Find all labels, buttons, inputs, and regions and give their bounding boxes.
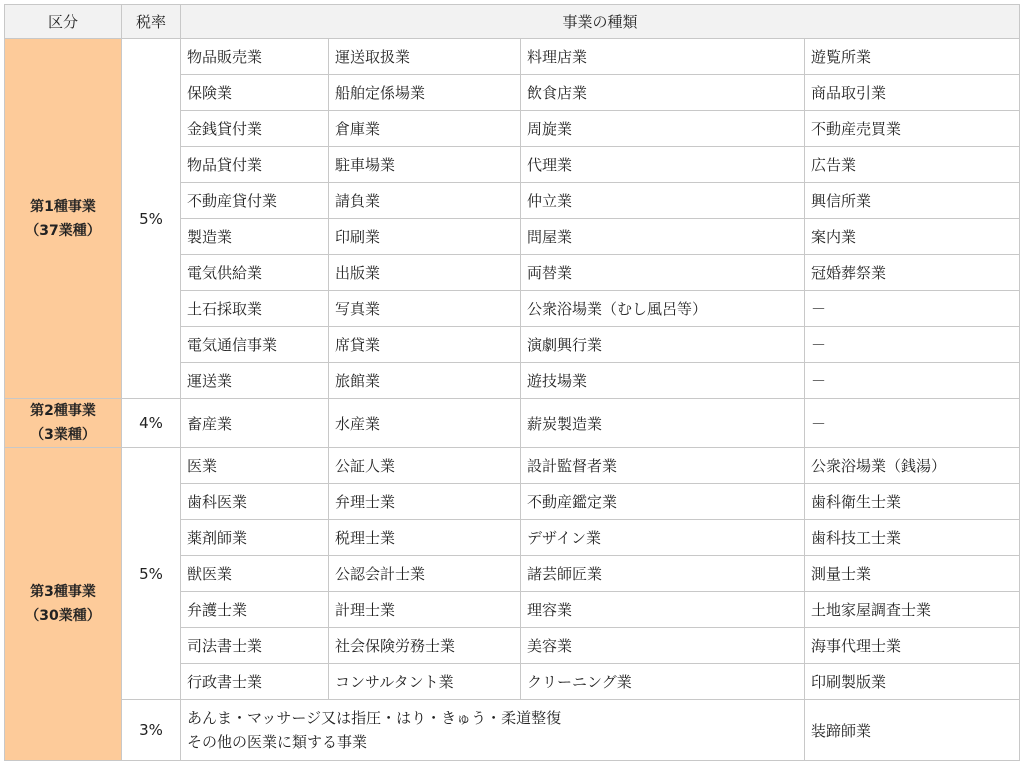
table-row <box>5 399 1020 448</box>
table-cell: 旅館業 <box>329 363 521 399</box>
table-cell: 海事代理士業 <box>805 628 1020 664</box>
category-cell <box>5 448 122 761</box>
header-business-types: 事業の種類 <box>181 5 1020 39</box>
table-cell: 印刷製版業 <box>805 664 1020 700</box>
table-row <box>5 700 1020 761</box>
table-cell: 演劇興行業 <box>521 327 805 363</box>
header-category: 区分 <box>5 5 122 39</box>
table-cell: 料理店業 <box>521 39 805 75</box>
table-cell: 運送業 <box>181 363 329 399</box>
table-cell: 諸芸師匠業 <box>521 556 805 592</box>
table-cell: 代理業 <box>521 147 805 183</box>
table-cell: － <box>805 291 1020 327</box>
table-cell: 公認会計士業 <box>329 556 521 592</box>
table-cell: 獣医業 <box>181 556 329 592</box>
group-2 <box>5 399 1020 448</box>
table-row <box>5 448 1020 484</box>
table-cell: 物品貸付業 <box>181 147 329 183</box>
table-cell: － <box>805 363 1020 399</box>
table-cell: 製造業 <box>181 219 329 255</box>
table-cell: 金銭貸付業 <box>181 111 329 147</box>
category-count: （3業種） <box>30 427 96 443</box>
table-cell: 仲立業 <box>521 183 805 219</box>
table-cell: 写真業 <box>329 291 521 327</box>
table-cell: 歯科技工士業 <box>805 520 1020 556</box>
table-cell: 土地家屋調査士業 <box>805 592 1020 628</box>
table-header-row <box>5 5 1020 39</box>
table-cell: 土石採取業 <box>181 291 329 327</box>
table-cell: 請負業 <box>329 183 521 219</box>
table-cell: 医業 <box>181 448 329 484</box>
table-cell: デザイン業 <box>521 520 805 556</box>
table-cell: 電気通信事業 <box>181 327 329 363</box>
table-cell: 薬剤師業 <box>181 520 329 556</box>
category-name: 第3種事業 <box>30 584 96 600</box>
category-cell <box>5 399 122 448</box>
table-cell: 船舶定係場業 <box>329 75 521 111</box>
table-cell: 公証人業 <box>329 448 521 484</box>
table-cell: 不動産鑑定業 <box>521 484 805 520</box>
group-3 <box>5 448 1020 761</box>
table-cell: 商品取引業 <box>805 75 1020 111</box>
table-cell: － <box>805 399 1020 448</box>
table-cell: 税理士業 <box>329 520 521 556</box>
table-cell: 社会保険労務士業 <box>329 628 521 664</box>
table-cell: 物品販売業 <box>181 39 329 75</box>
table-cell: 測量士業 <box>805 556 1020 592</box>
table-cell: 畜産業 <box>181 399 329 448</box>
table-cell: 弁護士業 <box>181 592 329 628</box>
rate-cell: 5% <box>122 448 181 700</box>
table-cell: 歯科衛生士業 <box>805 484 1020 520</box>
table-cell: 公衆浴場業（銭湯） <box>805 448 1020 484</box>
table-cell: 行政書士業 <box>181 664 329 700</box>
category-name: 第2種事業 <box>30 403 96 419</box>
table-cell: 広告業 <box>805 147 1020 183</box>
table-cell: 司法書士業 <box>181 628 329 664</box>
table-cell: クリーニング業 <box>521 664 805 700</box>
table-cell: 不動産貸付業 <box>181 183 329 219</box>
table-cell: 弁理士業 <box>329 484 521 520</box>
table-cell: 不動産売買業 <box>805 111 1020 147</box>
table-cell: 飲食店業 <box>521 75 805 111</box>
category-count: （30業種） <box>25 608 101 624</box>
table-cell: 計理士業 <box>329 592 521 628</box>
table-cell: 冠婚葬祭業 <box>805 255 1020 291</box>
table-cell: 設計監督者業 <box>521 448 805 484</box>
table-cell: 両替業 <box>521 255 805 291</box>
table-cell: 公衆浴場業（むし風呂等） <box>521 291 805 327</box>
table-cell: 問屋業 <box>521 219 805 255</box>
table-row <box>5 39 1020 75</box>
table-cell: 倉庫業 <box>329 111 521 147</box>
table-cell: 美容業 <box>521 628 805 664</box>
rate-cell: 4% <box>122 399 181 448</box>
table-cell: 電気供給業 <box>181 255 329 291</box>
table-cell: 水産業 <box>329 399 521 448</box>
rate-cell: 5% <box>122 39 181 399</box>
table-cell: 薪炭製造業 <box>521 399 805 448</box>
merged-line-1: あんま・マッサージ又は指圧・はり・きゅう・柔道整復 <box>187 709 562 727</box>
table-cell: 理容業 <box>521 592 805 628</box>
category-count: （37業種） <box>25 222 101 239</box>
table-cell: 遊技場業 <box>521 363 805 399</box>
table-cell: 興信所業 <box>805 183 1020 219</box>
merged-line-2: その他の医業に類する事業 <box>187 733 368 751</box>
rate-cell: 3% <box>122 700 181 761</box>
table-cell: 案内業 <box>805 219 1020 255</box>
group-1 <box>5 39 1020 399</box>
table-cell: 保険業 <box>181 75 329 111</box>
table-cell: 席貸業 <box>329 327 521 363</box>
header-rate: 税率 <box>122 5 181 39</box>
table-cell: コンサルタント業 <box>329 664 521 700</box>
category-name: 第1種事業 <box>30 198 96 215</box>
table-cell: 印刷業 <box>329 219 521 255</box>
table-cell: 出版業 <box>329 255 521 291</box>
category-cell <box>5 39 122 399</box>
table-cell-merged <box>181 700 805 761</box>
table-cell: 歯科医業 <box>181 484 329 520</box>
table-cell: － <box>805 327 1020 363</box>
table-cell: 遊覧所業 <box>805 39 1020 75</box>
table-cell: 周旋業 <box>521 111 805 147</box>
table-cell: 装蹄師業 <box>805 700 1020 761</box>
table-cell: 運送取扱業 <box>329 39 521 75</box>
table-cell: 駐車場業 <box>329 147 521 183</box>
business-tax-table <box>4 4 1020 761</box>
